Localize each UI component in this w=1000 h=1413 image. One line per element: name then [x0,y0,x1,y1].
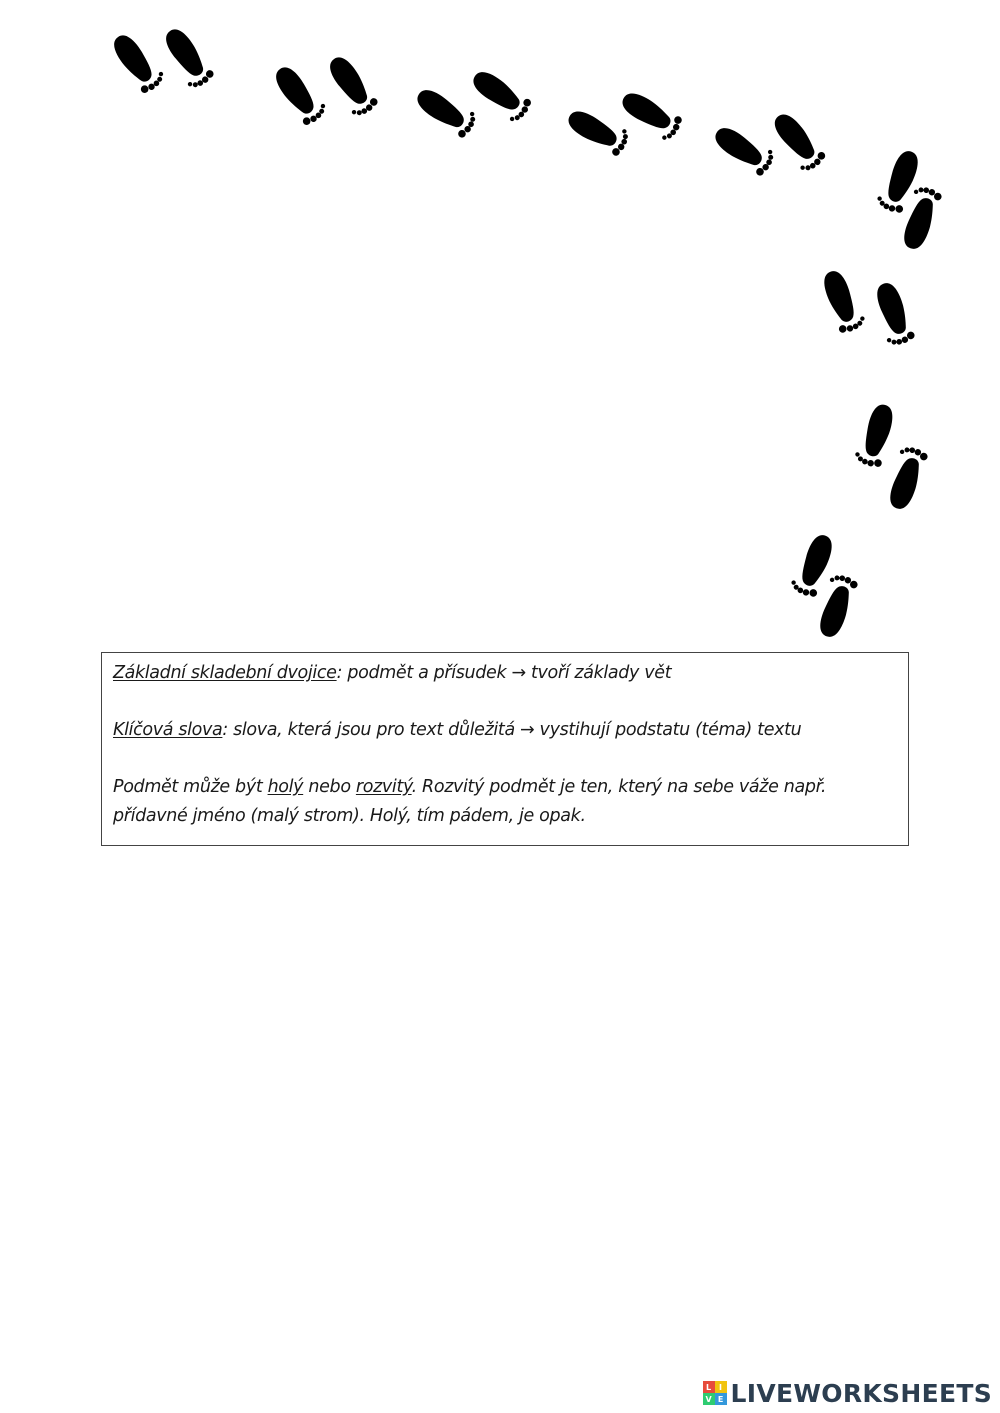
logo-letter-l: L [703,1381,715,1393]
term-rozvity: rozvitý [355,777,412,797]
notes-box [101,652,909,846]
liveworksheets-brand [703,1378,992,1408]
footprint-icon [811,571,859,640]
footprint-icon [466,66,534,125]
footprint-icon [789,530,837,599]
note-podmet-text-1: Podmět může být [113,777,268,797]
logo-letter-e: E [715,1393,727,1405]
footprint-icon [321,52,380,120]
footprint-icon [157,24,216,92]
liveworksheets-logo-icon [703,1381,727,1405]
term-skladebni-dvojice: Základní skladební dvojice [113,663,337,683]
footprint-icon [819,266,867,335]
footprint-icon [412,81,480,140]
footprint-icon [564,102,633,158]
footprint-icon [710,119,778,178]
definition-klicova-slova: : slova, která jsou pro text důležitá → vystihují podstatu (téma) textu [222,720,802,740]
note-skladebni-dvojice [113,659,897,688]
term-holy: holý [267,777,304,797]
note-podmet-text-2: nebo [303,777,356,797]
footprint-icon [270,60,329,128]
note-podmet-text-3: . Rozvitý podmět je ten, který na sebe váže např. přídavné jméno (malý strom). Holý, tím pádem, je opak. [113,777,827,826]
logo-letter-i: I [715,1381,727,1393]
definition-skladebni-dvojice: : podmět a přísudek → tvoří základy vět [336,663,672,683]
footprints-trail [0,0,1000,660]
term-klicova-slova: Klíčová slova [113,720,223,740]
brand-name: LIVEWORKSHEETS [730,1378,992,1408]
note-klicova-slova [113,716,897,745]
footprint-icon [875,146,923,215]
footprint-icon [868,280,916,349]
footprint-icon [108,28,167,96]
footprint-icon [853,401,896,469]
footprint-icon [881,443,929,512]
footprint-icon [766,109,828,175]
note-podmet [113,773,897,831]
logo-letter-v: V [703,1393,715,1405]
